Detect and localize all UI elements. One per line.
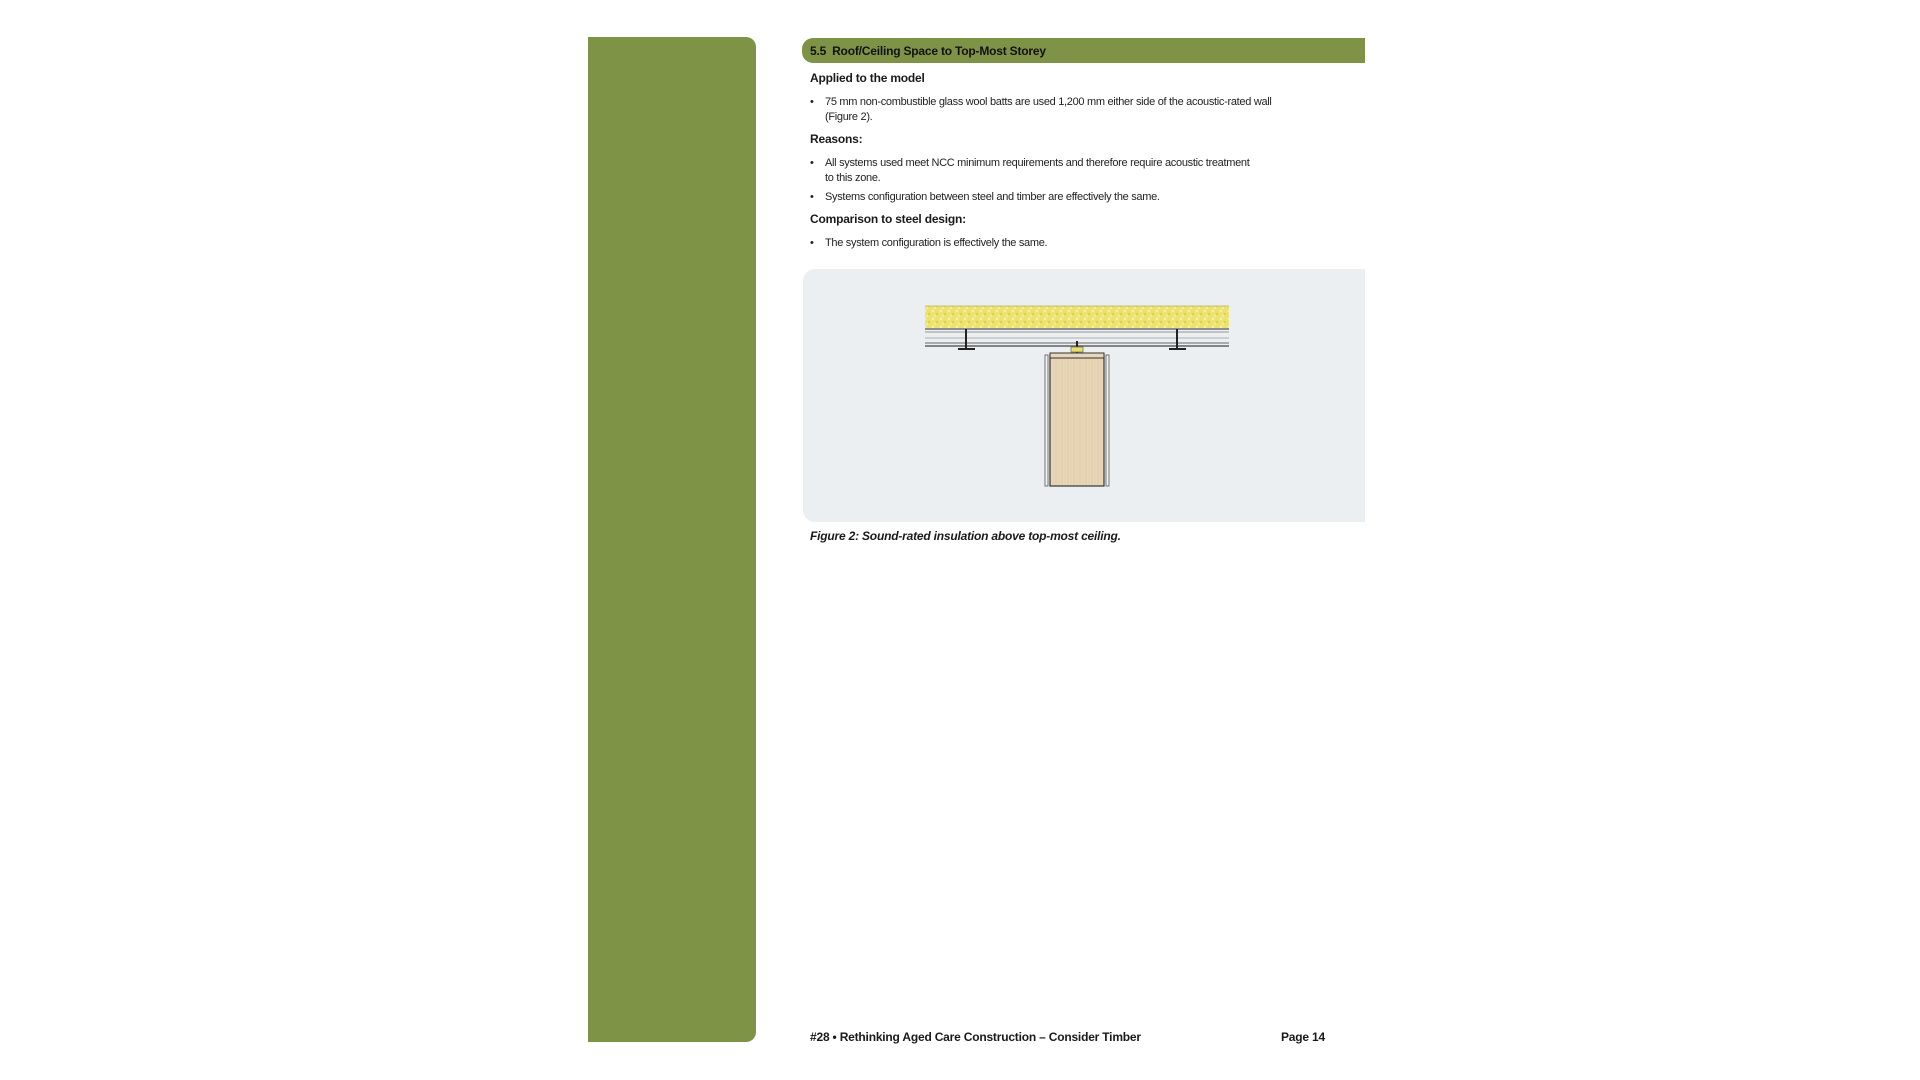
ceiling-section-diagram [803, 269, 1365, 522]
reasons-bullet-1-line-2: to this zone. [825, 172, 881, 184]
figure-panel [803, 269, 1365, 522]
applied-list [810, 95, 1360, 125]
reasons-heading: Reasons: [810, 132, 863, 146]
page-number: Page 14 [1281, 1030, 1325, 1044]
list-item [810, 156, 1360, 186]
footer-publication: #28 • Rethinking Aged Care Construction – Consider Timber [810, 1030, 1141, 1044]
applied-bullet-line-2: (Figure 2). [825, 111, 873, 123]
section-header [802, 38, 1365, 63]
list-item [810, 190, 1360, 205]
comparison-bullet-1: The system configuration is effectively the same. [825, 237, 1048, 249]
timber-stud [1050, 355, 1104, 486]
applied-bullet-line-1: 75 mm non-combustible glass wool batts are used 1,200 mm either side of the acoustic-rated wall [825, 96, 1272, 108]
wall-lining-left [1045, 355, 1048, 486]
applied-heading: Applied to the model [810, 71, 925, 85]
comparison-list [810, 236, 1360, 251]
reasons-list [810, 156, 1360, 205]
list-item [810, 236, 1360, 251]
wall-lining-right [1106, 355, 1109, 486]
body-content [810, 70, 1360, 257]
reasons-bullet-1-line-1: All systems used meet NCC minimum requirements and therefore require acoustic treatment [825, 157, 1250, 169]
section-number: 5.5 [810, 43, 827, 58]
figure-caption: Figure 2: Sound-rated insulation above top-most ceiling. [810, 529, 1121, 543]
insulation-batts [925, 306, 1229, 328]
section-title: Roof/Ceiling Space to Top-Most Storey [832, 43, 1046, 58]
sidebar-band [588, 37, 756, 1042]
top-plate [1050, 353, 1104, 358]
comparison-heading: Comparison to steel design: [810, 212, 966, 226]
reasons-bullet-2: Systems configuration between steel and timber are effectively the same. [825, 191, 1160, 203]
list-item [810, 95, 1360, 125]
